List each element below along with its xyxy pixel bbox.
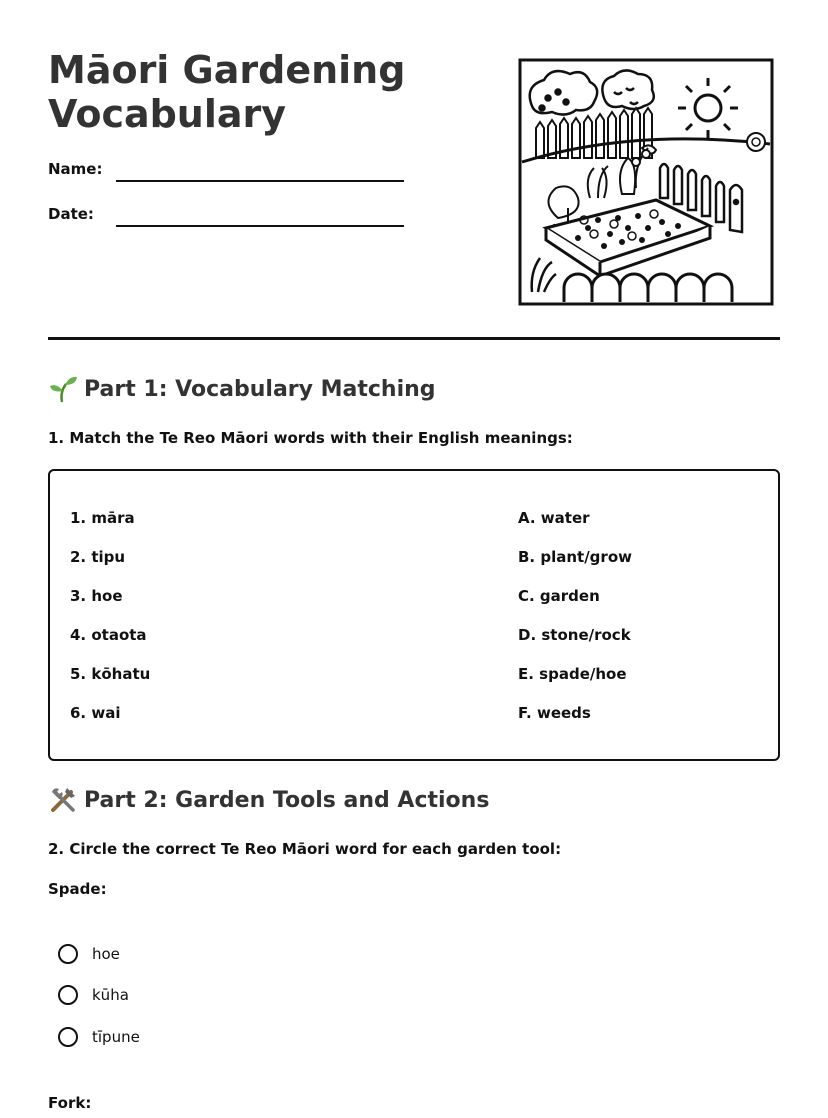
matching-box [48,469,780,761]
option-label: tīpune [92,1028,140,1046]
date-line[interactable] [116,225,404,227]
name-label: Name: [48,160,103,178]
divider [48,337,780,340]
option-label: hoe [92,945,120,963]
snail-icon [747,133,765,151]
option-hoe[interactable] [58,944,120,964]
part1-heading [48,374,436,404]
english-meaning: A. water [518,509,590,527]
option-kuha[interactable] [58,985,129,1005]
option-tipune[interactable] [58,1027,140,1047]
seedling-icon [48,374,78,404]
part2-heading-text: Part 2: Garden Tools and Actions [84,787,490,813]
tool-label-fork: Fork: [48,1094,92,1112]
tool-label-spade: Spade: [48,880,107,898]
part1-heading-text: Part 1: Vocabulary Matching [84,376,436,402]
part2-heading [48,785,489,815]
maori-word: 6. wai [70,704,121,722]
english-meaning: C. garden [518,587,600,605]
radio-circle[interactable] [58,1027,78,1047]
english-meaning: E. spade/hoe [518,665,627,683]
part1-question: 1. Match the Te Reo Māori words with their English meanings: [48,429,573,447]
radio-circle[interactable] [58,944,78,964]
garden-illustration [518,58,774,306]
maori-word: 3. hoe [70,587,123,605]
name-line[interactable] [116,180,404,182]
maori-word: 5. kōhatu [70,665,151,683]
date-label: Date: [48,205,94,223]
title-line-2: Vocabulary [48,92,287,136]
tools-icon [48,785,78,815]
english-meaning: B. plant/grow [518,548,632,566]
title-line-1: Māori Gardening [48,48,406,92]
english-meaning: D. stone/rock [518,626,631,644]
maori-word: 1. māra [70,509,135,527]
page-title [48,48,468,136]
part2-question: 2. Circle the correct Te Reo Māori word for each garden tool: [48,840,562,858]
maori-word: 4. otaota [70,626,147,644]
maori-word: 2. tipu [70,548,126,566]
option-label: kūha [92,986,129,1004]
english-meaning: F. weeds [518,704,591,722]
radio-circle[interactable] [58,985,78,1005]
